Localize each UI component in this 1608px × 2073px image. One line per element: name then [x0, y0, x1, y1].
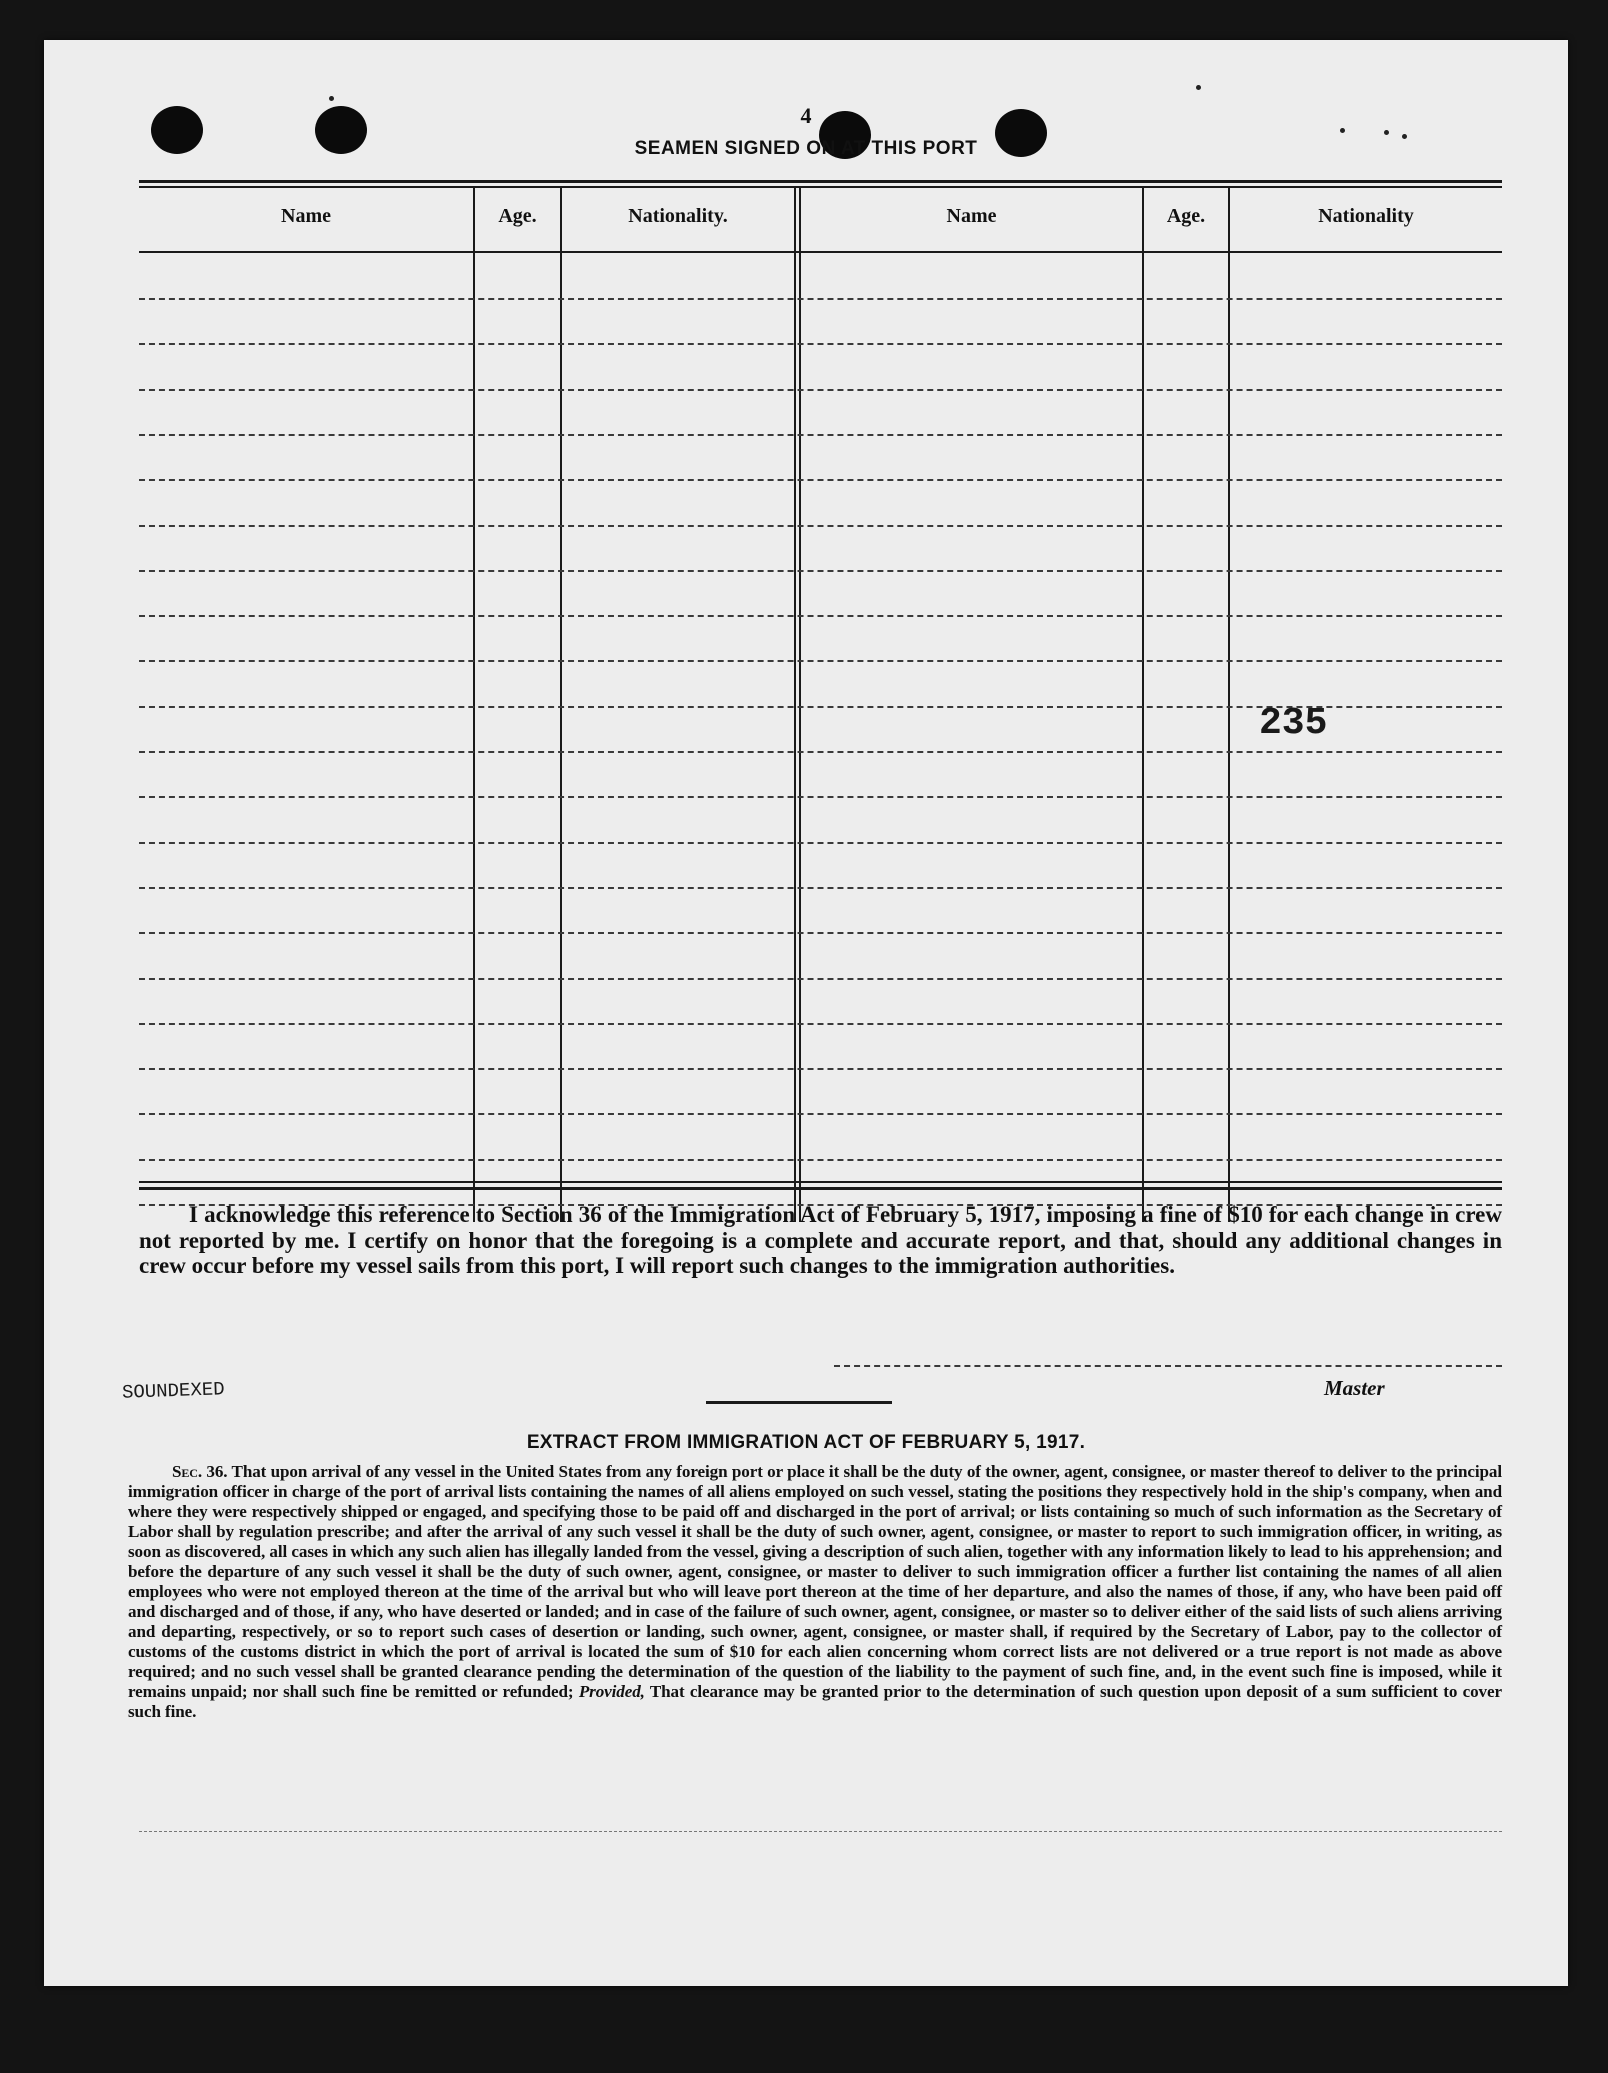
table-top-rule-thin [139, 186, 1502, 188]
form-page [44, 40, 1568, 1986]
page-number: 4 [800, 103, 812, 128]
column-header-nationality-2: Nationality [1318, 205, 1414, 227]
table-row[interactable] [139, 842, 1502, 844]
soundexed-stamp: SOUNDEXED [121, 1378, 225, 1404]
table-top-rule [139, 180, 1502, 183]
table-bottom-rule [139, 1181, 1502, 1183]
table-row[interactable] [139, 434, 1502, 436]
master-label: Master [1324, 1376, 1385, 1400]
table-row[interactable] [139, 615, 1502, 617]
master-signature-line[interactable] [834, 1365, 1502, 1367]
extract-text-part2: That clearance may be granted prior to the determination of such question upon deposit of a sum sufficient to cover such fine. [128, 1682, 1502, 1721]
number-stamp: 235 [1259, 702, 1328, 745]
bottom-rule [139, 1831, 1502, 1832]
table-row[interactable] [139, 978, 1502, 980]
table-row[interactable] [139, 389, 1502, 391]
table-row[interactable] [139, 1068, 1502, 1070]
column-header-name-2: Name [946, 205, 997, 227]
page-heading: SEAMEN SIGNED ON AT THIS PORT [634, 138, 978, 159]
extract-text-part1: That upon arrival of any vessel in the United States from any foreign port or place it shall be the duty of the owner, agent, consignee, or master thereof to deliver to the principal immigration officer in charge of the port of arrival lists containing the names of all aliens employed on such vessel, stating the positions they respectively hold in the ship's company, when and where they were respectively shipped or engaged, and specifying those to be paid off and discharged in the port of arrival; or lists containing so much of such information as the Secretary of Labor shall by regulation prescribe; and after the arrival of any such vessel it shall be the duty of such owner, agent, consignee, or master to report to such immigration officer, in writing, as soon as discovered, all cases in which any such alien has illegally landed from the vessel, giving a description of such alien, together with any information likely to lead to his apprehension; and before the departure of any such vessel it shall be the duty of such owner, agent, consignee, or master to deliver to such immigration officer a further list containing the names of all alien employees who were not employed thereon at the time of the arrival but who will leave port thereon at the time of her departure, and also the names of those, if any, who have been paid off and discharged and of those, if any, who have deserted or landed; and in case of the failure of such owner, agent, consignee, or master so to deliver either of the said lists of such aliens arriving and departing, respectively, or so to report such cases of desertion or landing, such owner, agent, consignee, or master shall, if required by the Secretary of Labor, pay to the collector of customs of the customs district in which the port of arrival is located the sum of $10 for each alien concerning whom correct lists are not delivered or a true report is not made as above required; and no such vessel shall be granted clearance pending the determination of the question of the liability to the payment of such fine, and, in the event such fine is imposed, while it remains unpaid; nor shall such fine be remitted or refunded; [128, 1462, 1502, 1701]
separator-rule [706, 1401, 892, 1404]
speck [329, 96, 334, 101]
table-row[interactable] [139, 1159, 1502, 1161]
table-row[interactable] [139, 298, 1502, 300]
extract-body [128, 1462, 1502, 1722]
section-label: Sec. 36. [172, 1462, 228, 1481]
table-row[interactable] [139, 932, 1502, 934]
column-header-name: Name [281, 205, 331, 227]
acknowledgement-text: I acknowledge this reference to Section 36 of the Immigration Act of February 5, 1917, imposing a fine of $10 for each change in crew not reported by me. I certify on honor that the foregoing is a complete and accurate report, and that, should any additional changes in crew occur before my vessel sails from this port, I will report such changes to the immigration authorities. [139, 1202, 1502, 1278]
table-row[interactable] [139, 751, 1502, 753]
table-row[interactable] [139, 570, 1502, 572]
table-row[interactable] [139, 479, 1502, 481]
provided-word: Provided, [578, 1682, 645, 1701]
table-row[interactable] [139, 1113, 1502, 1115]
speck [1196, 85, 1201, 90]
table-row[interactable] [139, 343, 1502, 345]
table-row[interactable] [139, 796, 1502, 798]
table-row[interactable] [139, 1023, 1502, 1025]
table-row[interactable] [139, 887, 1502, 889]
speck [1384, 130, 1389, 135]
column-header-age-2: Age. [1166, 205, 1206, 227]
table-bottom-rule-2 [139, 1187, 1502, 1190]
column-header-nationality: Nationality. [628, 205, 728, 227]
extract-heading: EXTRACT FROM IMMIGRATION ACT OF FEBRUARY 5, 1917. [526, 1432, 1086, 1453]
column-header-age: Age. [498, 205, 537, 227]
table-row[interactable] [139, 660, 1502, 662]
table-row[interactable] [139, 525, 1502, 527]
header-bottom-rule [139, 251, 1502, 253]
